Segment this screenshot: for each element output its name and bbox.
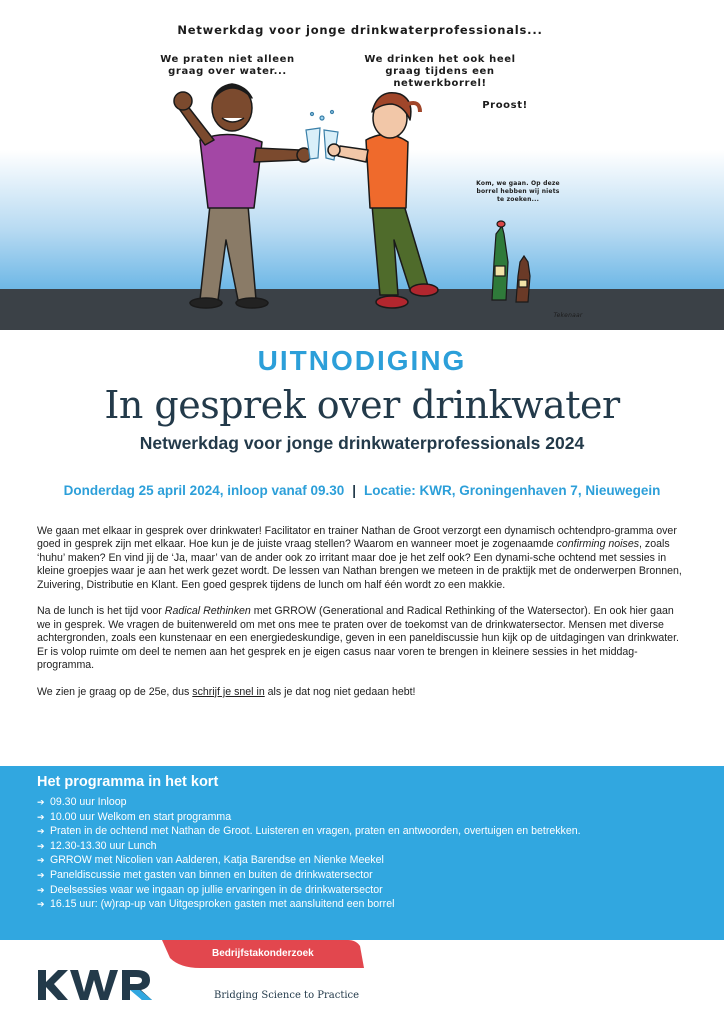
program-item: [37, 868, 581, 883]
program-item-text: GRROW met Nicolien van Aalderen, Katja Barendse en Nienke Meekel: [49, 854, 384, 867]
intro-p4-text-a: We zien je graag op de 25e, dus: [37, 685, 193, 698]
program-item-text: 16.15 uur: (w)rap-up van Uitgesproken gasten met aansluitend een borrel: [49, 898, 395, 911]
program-item-text: Paneldiscussie met gasten van binnen en buiten de drinkwatersector: [49, 868, 373, 881]
cartoon-drawing: [0, 0, 724, 330]
man-figure: [174, 84, 311, 308]
program-item: [37, 839, 581, 854]
intro-paragraph-2: [37, 605, 689, 645]
speech-bubble-center: We drinken het ook heel graag tijdens een netwerkborrel!: [364, 54, 516, 89]
event-details: [0, 483, 724, 498]
program-item: [37, 853, 581, 868]
page-title: In gesprek over drinkwater: [104, 383, 620, 427]
speech-bubble-right: Proost!: [482, 100, 528, 111]
arrow-icon: ➔: [37, 797, 45, 807]
category-badge: Bedrijfstakonderzoek: [212, 948, 314, 959]
program-item: [37, 795, 581, 810]
program-item: [37, 824, 581, 839]
cartoon-illustration: [0, 0, 724, 330]
event-location: Locatie: KWR, Groningenhaven 7, Nieuwegein: [364, 483, 661, 498]
arrow-icon: ➔: [37, 899, 45, 910]
intro-p2-emphasis: Radical Rethinken: [164, 605, 251, 618]
intro-p1-emphasis: confirming noises: [556, 538, 640, 551]
intro-p2-text-a: Na de lunch is het tijd voor: [37, 605, 165, 618]
event-separator: |: [352, 483, 357, 498]
intro-paragraph-3: Er is volop ruimte om deel te nemen aan het gesprek en je eigen casus naar voren te brengen in kleinere sessies in het middag-programma.: [37, 645, 638, 672]
cartoon-floor: [0, 289, 724, 330]
arrow-icon: ➔: [37, 869, 45, 880]
intro-p1-text-a: We gaan met elkaar in gesprek over drinkwater! Facilitator en trainer Nathan de Groot verzorgt een dynamisch ochtendpro-gramma over goed in gesprek zijn met elkaar. Hoe kun je de juiste vraag stellen? Waarom en wanneer moet je zogenaamde: [37, 525, 677, 551]
arrow-icon: ➔: [37, 811, 45, 822]
page-subtitle: Netwerkdag voor jonge drinkwaterprofessionals 2024: [139, 433, 585, 453]
intro-text: [37, 525, 689, 713]
program-section: [0, 766, 724, 945]
intro-p1-text-b: , zoals ‘huhu’ maken? En vind jij de ‘Ja, maar’ van de ander ook zo irritant maar doe je het zelf ook? Een dynami-sche ochtend met sessies in kleine groepjes waar je aan het werk gezet wordt. De lessen van Nathan brengen we meteen in de praktijk met de onderwerpen Bronnen, Zuivering, Distributie en Klant. Een goed gesprek tijdens de lunch om half één wordt zo een makkie.: [37, 538, 682, 591]
program-heading: Het programma in het kort: [37, 774, 219, 790]
kwr-logo: [36, 968, 156, 1002]
cartoon-title: Netwerkdag voor jonge drinkwaterprofessionals...: [177, 23, 543, 37]
intro-p4-text-b: als je dat nog niet gedaan hebt!: [264, 685, 416, 698]
program-item: [37, 883, 581, 898]
program-item-text: 09.30 uur Inloop: [49, 796, 127, 808]
arrow-icon: ➔: [37, 840, 45, 851]
arrow-icon: ➔: [37, 855, 45, 866]
intro-p2-text-b: met GRROW (Generational and Radical Rethinking of the Watersector). En ook hier gaan we in gesprek. We vragen de buitenwereld om met ons mee te praten over de toekomst van de drinkwatersector. Mensen met diverse achtergronden, zoals een kunstenaar en een energiedeskundige, geven in een paneldiscussie hun kijk op de uitdagingen van drinkwater.: [37, 605, 679, 645]
intro-paragraph-4: [37, 686, 689, 699]
footer-curve: [0, 940, 724, 970]
tagline: Bridging Science to Practice: [214, 990, 360, 1001]
program-item-text: 12.30-13.30 uur Lunch: [49, 839, 157, 852]
invitation-label: UITNODIGING: [257, 345, 467, 376]
artist-signature: Tekenaar: [553, 312, 583, 319]
speech-bubble-bottles: Kom, we gaan. Op deze borrel hebben wij niets te zoeken...: [476, 180, 560, 203]
program-item: [37, 897, 581, 912]
program-item: [37, 810, 581, 825]
arrow-icon: ➔: [37, 884, 45, 895]
woman-figure: [328, 93, 438, 308]
intro-paragraph-1: [37, 525, 689, 592]
program-item-text: Deelsessies waar we ingaan op jullie ervaringen in de drinkwatersector: [49, 883, 383, 896]
program-list: [37, 795, 581, 912]
program-item-text: 10.00 uur Welkom en start programma: [49, 810, 232, 823]
program-item-text: Praten in de ochtend met Nathan de Groot. Luisteren en vragen, praten en antwoorden, overtuigen en betrekken.: [49, 825, 581, 838]
arrow-icon: ➔: [37, 826, 45, 837]
speech-bubble-left: We praten niet alleen graag over water...: [160, 54, 295, 77]
register-link[interactable]: schrijf je snel in: [192, 685, 265, 698]
event-date: Donderdag 25 april 2024, inloop vanaf 09.30: [63, 483, 345, 498]
